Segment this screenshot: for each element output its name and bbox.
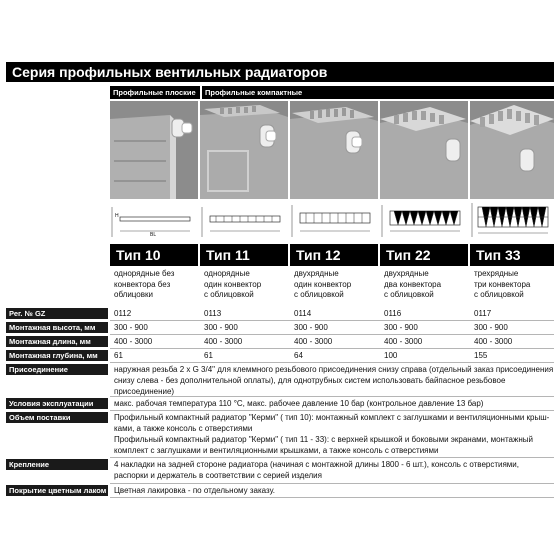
mount-text: 4 накладки на задней стороне радиатора (начиная с монтажной длины 1800 - 6 шт.), консоль с отверстиями, распорки и держатель в соответствии с серией изделия xyxy=(114,460,519,480)
reg-10: 0112 xyxy=(114,309,132,318)
depth-11: 61 xyxy=(204,351,213,360)
delivery-text-1: Профильный компактный радиатор "Керми" ( тип 10): монтажный комплект с заглушками и вентиляционными крыш- ками, а также консоль с отверстиями xyxy=(114,413,550,433)
type-header-12: Тип 12 xyxy=(290,244,378,266)
diagram-type-11 xyxy=(200,201,288,242)
row-label-color: Покрытие цветным лаком xyxy=(6,485,108,496)
height-33: 300 - 900 xyxy=(474,323,508,332)
reg-12: 0114 xyxy=(294,309,312,318)
row-label-reg: Рег. № GZ xyxy=(6,308,108,319)
diagram-type-12 xyxy=(290,201,378,242)
diagram-type-33 xyxy=(470,201,554,242)
reg-33: 0117 xyxy=(474,309,492,318)
type-header-22: Тип 22 xyxy=(380,244,468,266)
row-label-depth: Монтажная глубина, мм xyxy=(6,350,108,361)
row-label-height: Монтажная высота, мм xyxy=(6,322,108,333)
length-12: 400 - 3000 xyxy=(294,337,333,346)
row-label-mount: Крепление xyxy=(6,459,108,470)
row-label-conditions: Условия эксплуатации xyxy=(6,398,108,409)
depth-33: 155 xyxy=(474,351,488,360)
type-desc-11: однорядные один конвектор с облицовкой xyxy=(204,269,262,299)
depth-22: 100 xyxy=(384,351,398,360)
radiator-photo-type-12 xyxy=(290,101,378,199)
page-title: Серия профильных вентильных радиаторов xyxy=(6,62,554,82)
color-text: Цветная лакировка - по отдельному заказу. xyxy=(114,486,276,495)
height-10: 300 - 900 xyxy=(114,323,148,332)
depth-12: 64 xyxy=(294,351,303,360)
height-22: 300 - 900 xyxy=(384,323,418,332)
diagram-type-22 xyxy=(380,201,468,242)
row-label-length: Монтажная длина, мм xyxy=(6,336,108,347)
depth-10: 61 xyxy=(114,351,123,360)
diagram-label-bl: BL xyxy=(150,232,157,238)
radiator-photo-type-22 xyxy=(380,101,468,199)
length-33: 400 - 3000 xyxy=(474,337,513,346)
connection-text: наружная резьба 2 x G 3/4" для клеммного резьбового присоединения снизу справа (отдельный заказ присоединения снизу слева - без дополнительной оплаты), для однотрубных систем использовать байпасное резьбовое присоединение) xyxy=(114,365,554,396)
radiator-photo-type-10 xyxy=(110,101,198,199)
type-header-33: Тип 33 xyxy=(470,244,554,266)
category-compact: Профильные компактные xyxy=(202,86,554,99)
conditions-text: макс. рабочая температура 110 °С, макс. рабочее давление 10 бар (контрольное давление 13 бар) xyxy=(114,399,484,408)
length-11: 400 - 3000 xyxy=(204,337,243,346)
height-11: 300 - 900 xyxy=(204,323,238,332)
type-desc-33: трехрядные три конвектора с облицовкой xyxy=(474,269,531,299)
type-header-10: Тип 10 xyxy=(110,244,198,266)
radiator-photo-type-11 xyxy=(200,101,288,199)
type-header-11: Тип 11 xyxy=(200,244,288,266)
radiator-photo-type-33 xyxy=(470,101,554,199)
length-10: 400 - 3000 xyxy=(114,337,153,346)
row-label-connection: Присоединение xyxy=(6,364,108,375)
type-desc-12: двухрядные один конвектор с облицовкой xyxy=(294,269,352,299)
category-flat: Профильные плоские xyxy=(110,86,200,99)
length-22: 400 - 3000 xyxy=(384,337,423,346)
diagram-label-h: H xyxy=(115,213,119,219)
delivery-text-2: Профильный компактный радиатор "Керми" ( тип 11 - 33): с верхней крышкой и боковыми экранами, монтажный комплект с заглушками и вентиляционными крышками, а также консоль с отверстиями xyxy=(114,435,533,455)
reg-11: 0113 xyxy=(204,309,222,318)
row-label-delivery: Объем поставки xyxy=(6,412,108,423)
type-desc-10: однорядные без конвектора без облицовки xyxy=(114,269,175,299)
type-desc-22: двухрядные два конвектора с облицовкой xyxy=(384,269,442,299)
height-12: 300 - 900 xyxy=(294,323,328,332)
reg-22: 0116 xyxy=(384,309,402,318)
